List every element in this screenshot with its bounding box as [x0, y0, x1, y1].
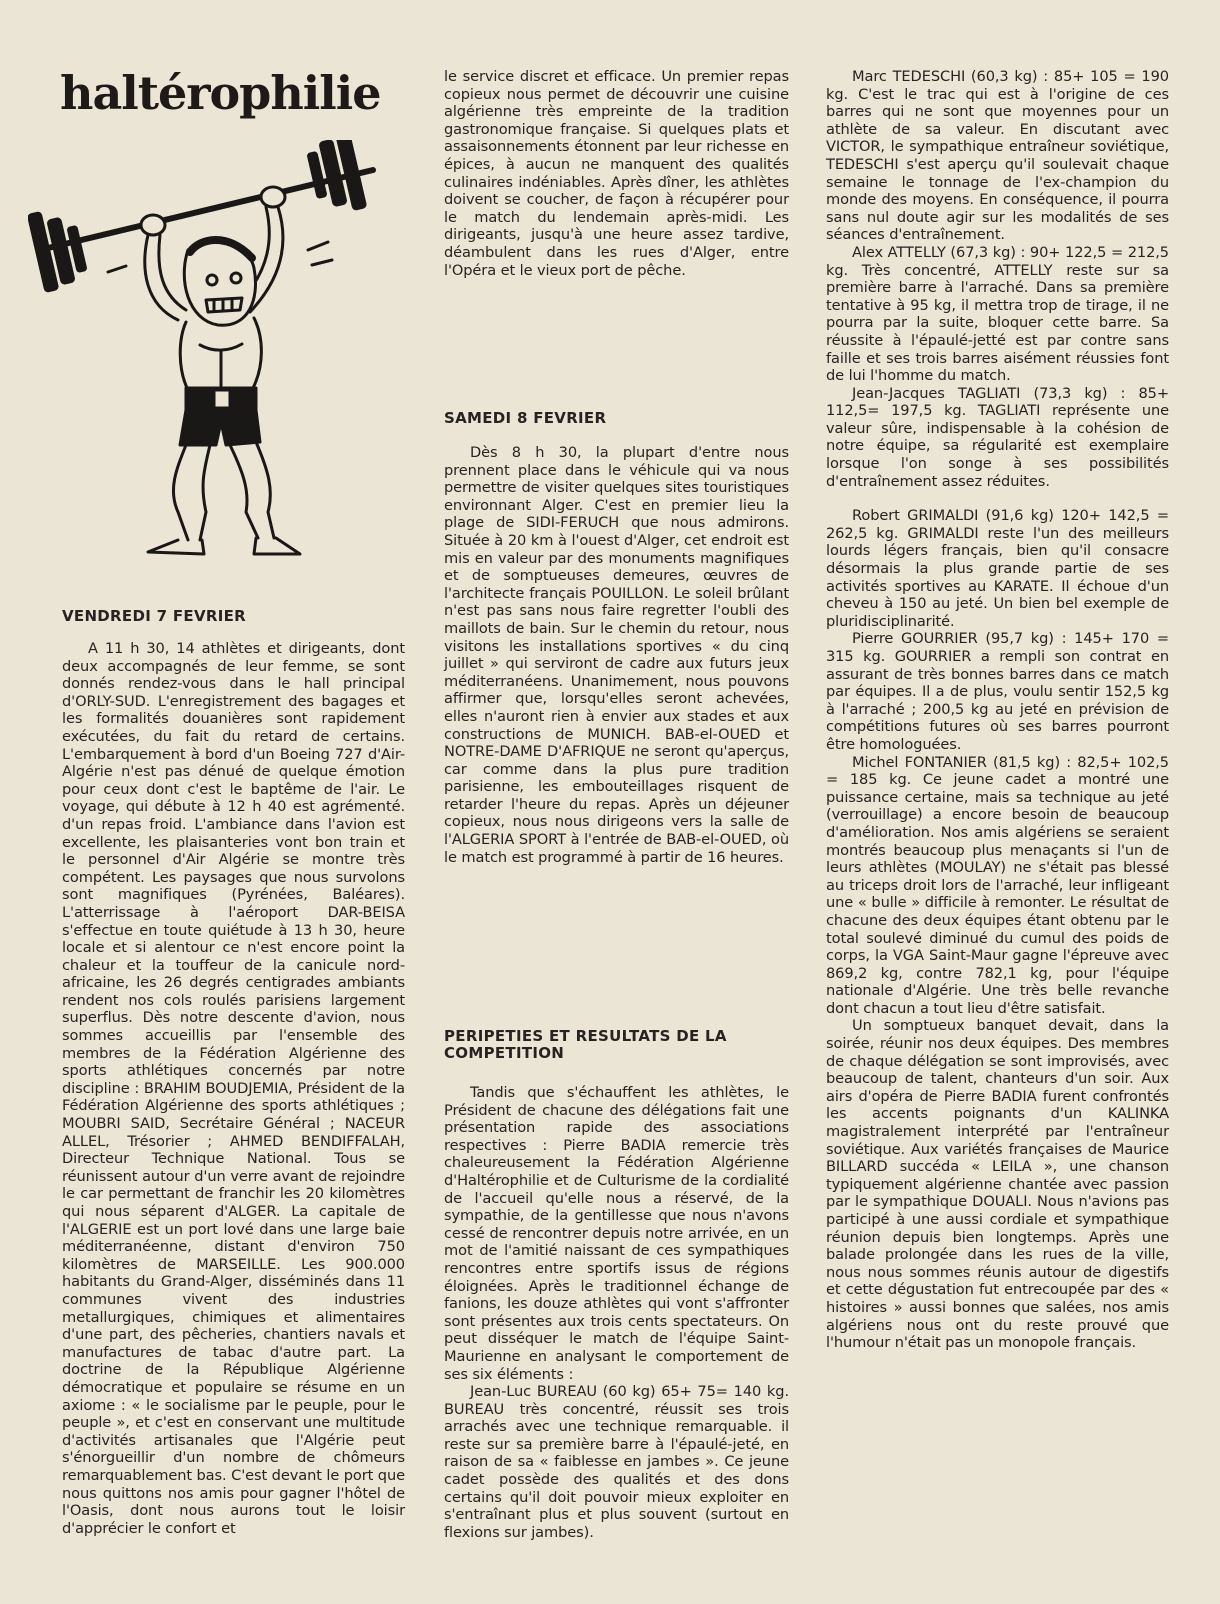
section-heading-peripeties: PERIPETIES ET RESULTATS DE LA COMPETITION — [444, 1027, 727, 1062]
athlete-tedeschi-paragraph: Marc TEDESCHI (60,3 kg) : 85+ 105 = 190 kg. C'est le trac qui est à l'origine de ces barres qui ne sont que moyennes pour un athlète de sa valeur. En discutant avec VICTOR, le sympathique entraîneur soviétique, TEDESCHI s'est aperçu qu'il soulevait chaque semaine le tonnage de l'ex-champion du monde des moyens. En conséquence, il pourra sans nul doute agir sur les modalités de ses séances d'entraînement. — [826, 68, 1169, 244]
section-heading-samedi: SAMEDI 8 FEVRIER — [444, 409, 607, 427]
athlete-gourrier-paragraph: Pierre GOURRIER (95,7 kg) : 145+ 170 = 315 kg. GOURRIER a rempli son contrat en assurant de très bonnes barres dans ce match par équipes. Il a de plus, voulu sentir 152,5 kg à l'arraché ; 200,5 kg au jeté en prévision de compétitions futures où ses barres pourront être homologuées. — [826, 630, 1169, 753]
athlete-tagliati-paragraph: Jean-Jacques TAGLIATI (73,3 kg) : 85+ 112,5= 197,5 kg. TAGLIATI représente une valeur sûre, indispensable à la cohésion de notre équipe, sa régularité est exemplaire lorsque l'on songe à ses possibilités d'entraînement assez réduites. — [826, 384, 1169, 490]
athlete-fontanier-paragraph: Michel FONTANIER (81,5 kg) : 82,5+ 102,5 = 185 kg. Ce jeune cadet a montré une puissance certaine, mais sa technique au jeté (verrouillage) a encore besoin de beaucoup d'amélioration. Nos amis algériens se seraient montrés beaucoup plus menaçants si l'un de leurs athlètes (MOULAY) ne s'était pas blessé au triceps droit lors de l'arraché, leur infligeant une « bulle » difficile à remonter. Le résultat de chacune des deux équipes étant obtenu par le total soulevé diminué du cumul des poids de corps, la VGA Saint-Maur gagne l'épreuve avec 869,2 kg, contre 782,1 kg, pour l'équipe nationale d'Algérie. Une très belle revanche dont chacun a tout lieu d'être satisfait. — [826, 753, 1169, 1017]
athlete-attelly-paragraph: Alex ATTELLY (67,3 kg) : 90+ 122,5 = 212,5 kg. Très concentré, ATTELLY reste sur sa première barre à l'arraché. Dans sa première tentative à 95 kg, il mettra trop de tirage, il ne pourra par la suite, bloquer cette barre. Sa réussite à l'épaulé-jetté est par contre sans faille et ses trois barres aisément réussies font de lui l'homme du match. — [826, 243, 1169, 385]
weightlifter-illustration — [28, 140, 388, 570]
samedi-paragraph: Dès 8 h 30, la plupart d'entre nous prennent place dans le véhicule qui va nous permettre de visiter quelques sites touristiques environnant Alger. C'est en premier lieu la plage de SIDI-FERUCH que nous admirons. Située à 20 km à l'ouest d'Alger, cet endroit est mis en valeur par des monuments magnifiques et de somptueuses demeures, œuvres de l'architecte français POUILLON. Le soleil brûlant n'est pas sans nous faire regretter l'oubli des maillots de bain. Sur le chemin du retour, nous visitons les installations sportives « du cinq juillet » qui serviront de cadre aux futurs jeux méditerranéens. Unanimement, nous pouvons affirmer que, lorsqu'elles seront achevées, elles n'auront rien à envier aux stades et aux constructions de MUNICH. BAB-el-OUED et NOTRE-DAME D'AFRIQUE ne seront qu'aperçus, car comme dans la plus pure tradition parisienne, les embouteillages risquent de retarder l'heure du repas. Après un déjeuner copieux, nous nous dirigeons vers la salle de l'ALGERIA SPORT à l'entrée de BAB-el-OUED, où le match est programmé à partir de 16 heures. — [444, 444, 789, 866]
banquet-paragraph: Un somptueux banquet devait, dans la soirée, réunir nos deux équipes. Des membres de chaque délégation se sont improvisés, avec beaucoup de talent, chanteurs d'un soir. Aux airs d'opéra de Pierre BADIA furent confrontés les accents poignants d'un KALINKA magistralement interprété par l'entraîneur soviétique. Aux variétés françaises de Maurice BILLARD succéda « LEILA », une chanson typiquement algérienne chantée avec passion par le sympathique DOUALI. Nous n'avions pas participé à une aussi cordiale et sympathique réunion depuis bien longtemps. Après une balade prolongée dans les rues de la ville, nous nous sommes réunis autour de digestifs et cette dégustation fut entrecoupée par des « histoires » aussi bonnes que salées, nos amis algériens nous ont du reste prouvé que l'humour n'était pas un monopole français. — [826, 1017, 1169, 1352]
column-1 — [62, 640, 405, 1537]
peripeties-intro-paragraph: Tandis que s'échauffent les athlètes, le Président de chacune des délégations fait une présentation rapide des associations respectives : Pierre BADIA remercie très chaleureusement la Fédération Algérienne d'Haltérophilie et de Culturisme de la cordialité de l'accueil qu'elle nous a réservé, de la sympathie, de la gentillesse que nous n'avons cessé de rencontrer depuis notre arrivée, en un mot de l'amitié naissant de ces sympathiques rencontres entre sportifs issus de régions éloignées. Après le traditionnel échange de fanions, les douze athlètes qui vont s'affronter sont présentes aux trois cents spectateurs. On peut disséquer le match de l'équipe Saint-Maurienne en analysant le comportement de ses six éléments : — [444, 1084, 789, 1383]
page-title: haltérophilie — [60, 66, 381, 120]
column-3 — [826, 68, 1169, 1352]
column-2-bottom — [444, 1084, 789, 1541]
section-heading-vendredi: VENDREDI 7 FEVRIER — [62, 607, 247, 625]
vendredi-continued-paragraph: le service discret et efficace. Un premier repas copieux nous permet de découvrir une cuisine algérienne très empreinte de la tradition gastronomique française. Si quelques plats et assaisonnements étonnent par leur richesse en épices, à aucun ne manquent des qualités culinaires indéniables. Après dîner, les athlètes doivent se coucher, de façon à récupérer pour le match du lendemain après-midi. Les dirigeants, jusqu'à une heure assez tardive, déambulent dans les rues d'Alger, entre l'Opéra et le vieux port de pêche. — [444, 68, 789, 279]
athlete-grimaldi-paragraph: Robert GRIMALDI (91,6 kg) 120+ 142,5 = 262,5 kg. GRIMALDI reste l'un des meilleurs lourds légers français, bien qu'il consacre désormais la plus grande partie de ses activités sportives au KARATE. Il échoue d'un cheveu à 150 au jeté. Un bien bel exemple de pluridisciplinarité. — [826, 507, 1169, 630]
column-2-middle — [444, 444, 789, 866]
vendredi-paragraph: A 11 h 30, 14 athlètes et dirigeants, dont deux accompagnés de leur femme, se sont donnés rendez-vous dans le hall principal d'ORLY-SUD. L'enregistrement des bagages et les formalités douanières sont rapidement exécutées, du fait du retard de certains. L'embarquement à bord d'un Boeing 727 d'Air-Algérie n'est pas dénué de quelque émotion pour ceux dont c'est le baptême de l'air. Le voyage, qui débute à 12 h 40 est agrémenté. d'un repas froid. L'ambiance dans l'avion est excellente, les plaisanteries vont bon train et le personnel d'Air Algérie se montre très compétent. Les paysages que nous survolons sont magnifiques (Pyrénées, Baléares). L'atterrissage à l'aéroport DAR-BEISA s'effectue en toute quiétude à 13 h 30, heure locale et si alentour ce n'est encore point la chaleur et la touffeur de la canicule nord-africaine, les 26 degrés centigrades ambiants rendent nos cols roulés parisiens largement superflus. Dès notre descente d'avion, nous sommes accueillis par l'ensemble des membres de la Fédération Algérienne des sports athlétiques concernés par notre discipline : BRAHIM BOUDJEMIA, Président de la Fédération Algérienne des sports athlétiques ; MOUBRI SAID, Secrétaire Général ; NACEUR ALLEL, Trésorier ; AHMED BENDIFFALAH, Directeur Technique National. Tous se réunissent autour d'un verre avant de rejoindre le car permettant de franchir les 20 kilomètres qui nous séparent d'ALGER. La capitale de l'ALGERIE est un port lové dans une large baie méditerranéenne, distant d'environ 750 kilomètres de MARSEILLE. Les 900.000 habitants du Grand-Alger, disséminés dans 11 communes vivent des industries metallurgiques, chimiques et alimentaires d'une part, des pêcheries, chantiers navals et manufactures de tabac d'autre part. La doctrine de la République Algérienne démocratique et populaire se résume en un axiome : « le socialisme par le peuple, pour le peuple », et c'est en conservant une multitude d'activités artisanales que l'Algérie peut s'énorgueillir d'un nombre de chômeurs remarquablement bas. C'est devant le port que nous quittons nos amis pour gagner l'hôtel de l'Oasis, dont nous aurons tout le loisir d'apprécier le confort et — [62, 640, 405, 1537]
column-2-top — [444, 68, 789, 279]
athlete-bureau-paragraph: Jean-Luc BUREAU (60 kg) 65+ 75= 140 kg. BUREAU très concentré, réussit ses trois arrachés avec une technique remarquable. il reste sur sa première barre à l'épaulé-jeté, en raison de sa « faiblesse en jambes ». Ce jeune cadet possède des qualités et des dons certains qu'il doit pouvoir mieux exploiter en s'entraînant plus et plus souvent (surtout en flexions sur jambes). — [444, 1383, 789, 1541]
